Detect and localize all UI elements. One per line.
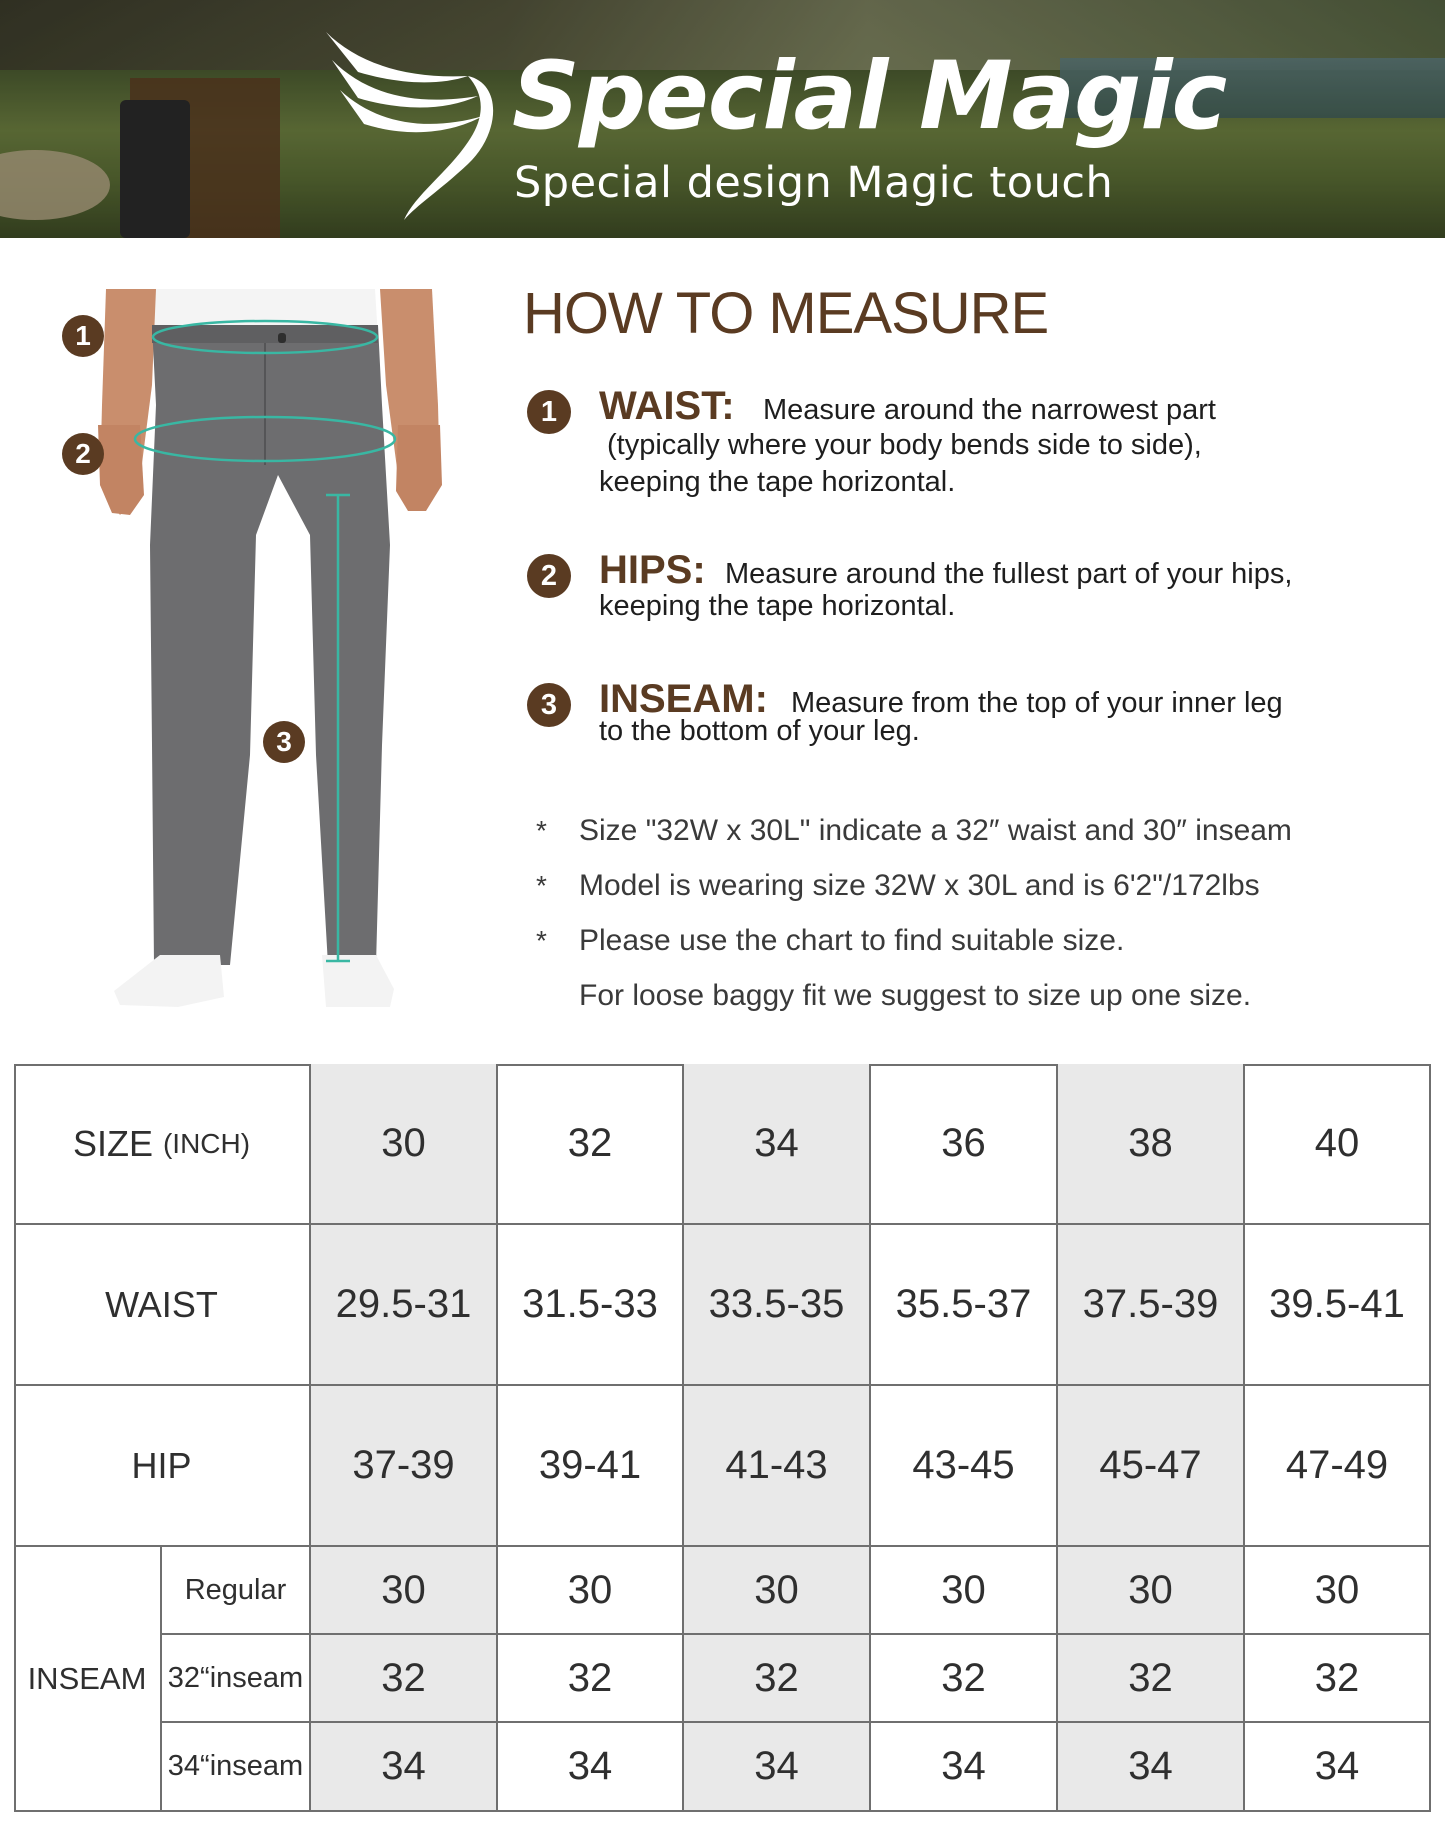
inseam-value-cell: 30: [684, 1547, 871, 1635]
step-number: 1: [527, 390, 571, 434]
inseam-value-cell: 32: [1245, 1635, 1431, 1723]
brand-name: Special Magic: [512, 42, 1227, 151]
waist-value-cell: 37.5-39: [1058, 1225, 1245, 1386]
fit-note: [536, 981, 1251, 1011]
inseam-value-cell: 32: [871, 1635, 1058, 1723]
hip-value-cell: 43-45: [871, 1386, 1058, 1547]
waist-label-cell: WAIST: [14, 1225, 311, 1386]
pants-model-figure: [60, 285, 480, 1040]
step-number: 2: [527, 554, 571, 598]
hips-marker: 2: [62, 433, 104, 475]
size-value-cell: 38: [1058, 1064, 1245, 1225]
hip-value-cell: 41-43: [684, 1386, 871, 1547]
pants-model-illustration: [60, 285, 480, 1040]
waist-marker: 1: [62, 315, 104, 357]
how-to-measure-title: HOW TO MEASURE: [523, 281, 1049, 346]
waist-value-cell: 29.5-31: [311, 1225, 498, 1386]
note-text: Please use the chart to find suitable size.: [579, 924, 1125, 957]
step-text-line: to the bottom of your leg.: [599, 715, 920, 747]
inseam-value-cell: 34: [1245, 1723, 1431, 1812]
step-text-line: keeping the tape horizontal.: [599, 466, 956, 498]
waist-value-cell: 31.5-33: [498, 1225, 684, 1386]
hip-value-cell: 45-47: [1058, 1386, 1245, 1547]
inseam-value-cell: 30: [498, 1547, 684, 1635]
inseam-value-cell: 32: [1058, 1635, 1245, 1723]
hip-value-cell: 39-41: [498, 1386, 684, 1547]
size-chart-table: [14, 1064, 1431, 1812]
waist-value-cell: 35.5-37: [871, 1225, 1058, 1386]
inseam-marker: 3: [263, 721, 305, 763]
step-label: INSEAM:: [599, 677, 768, 721]
waist-value-cell: 39.5-41: [1245, 1225, 1431, 1386]
size-value-cell: 34: [684, 1064, 871, 1225]
size-value-cell: 40: [1245, 1064, 1431, 1225]
inseam-value-cell: 32: [311, 1635, 498, 1723]
size-value-cell: 36: [871, 1064, 1058, 1225]
step-label: WAIST:: [599, 384, 735, 428]
asterisk-icon: *: [536, 870, 547, 901]
note-text: Model is wearing size 32W x 30L and is 6'2"/172lbs: [579, 869, 1260, 902]
note-text: Size "32W x 30L" indicate a 32″ waist and 30″ inseam: [579, 814, 1292, 847]
inseam-value-cell: 30: [1058, 1547, 1245, 1635]
inseam-value-cell: 34: [684, 1723, 871, 1812]
step-text-line: Measure from the top of your inner leg: [791, 687, 1283, 719]
inseam-value-cell: 34: [871, 1723, 1058, 1812]
inseam-value-cell: 34: [1058, 1723, 1245, 1812]
size-unit: (INCH): [162, 1127, 251, 1159]
step-label: HIPS:: [599, 548, 706, 592]
inseam-value-cell: 30: [311, 1547, 498, 1635]
step-text-line: Measure around the fullest part of your hips,: [725, 558, 1293, 590]
size-label: SIZE: [72, 1122, 153, 1164]
note-text: For loose baggy fit we suggest to size up one size.: [579, 979, 1252, 1012]
size-note: [536, 816, 1292, 846]
inseam-value-cell: 32: [498, 1635, 684, 1723]
inseam-label-cell: INSEAM: [14, 1547, 162, 1812]
asterisk-icon: *: [536, 815, 547, 846]
inseam-value-cell: 30: [871, 1547, 1058, 1635]
step-number: 3: [527, 683, 571, 727]
model-note: [536, 871, 1260, 901]
inseam-row-label: 34“inseam: [162, 1723, 311, 1812]
step-text-line: (typically where your body bends side to side),: [607, 429, 1202, 461]
inseam-row-label: Regular: [162, 1547, 311, 1635]
brand-tagline: Special design Magic touch: [514, 158, 1114, 208]
wing-logo-icon: [318, 24, 503, 224]
inseam-value-cell: 34: [498, 1723, 684, 1812]
size-value-cell: 32: [498, 1064, 684, 1225]
inseam-row-label: 32“inseam: [162, 1635, 311, 1723]
inseam-value-cell: 34: [311, 1723, 498, 1812]
brand-banner: [0, 0, 1445, 238]
size-value-cell: 30: [311, 1064, 498, 1225]
inseam-value-cell: 32: [684, 1635, 871, 1723]
chart-note: [536, 926, 1124, 956]
waist-value-cell: 33.5-35: [684, 1225, 871, 1386]
hip-value-cell: 47-49: [1245, 1386, 1431, 1547]
hip-label-cell: HIP: [14, 1386, 311, 1547]
hip-value-cell: 37-39: [311, 1386, 498, 1547]
size-header-cell: [14, 1064, 311, 1225]
inseam-value-cell: 30: [1245, 1547, 1431, 1635]
asterisk-icon: *: [536, 925, 547, 956]
step-text-line: Measure around the narrowest part: [763, 394, 1216, 426]
step-text-line: keeping the tape horizontal.: [599, 590, 956, 622]
